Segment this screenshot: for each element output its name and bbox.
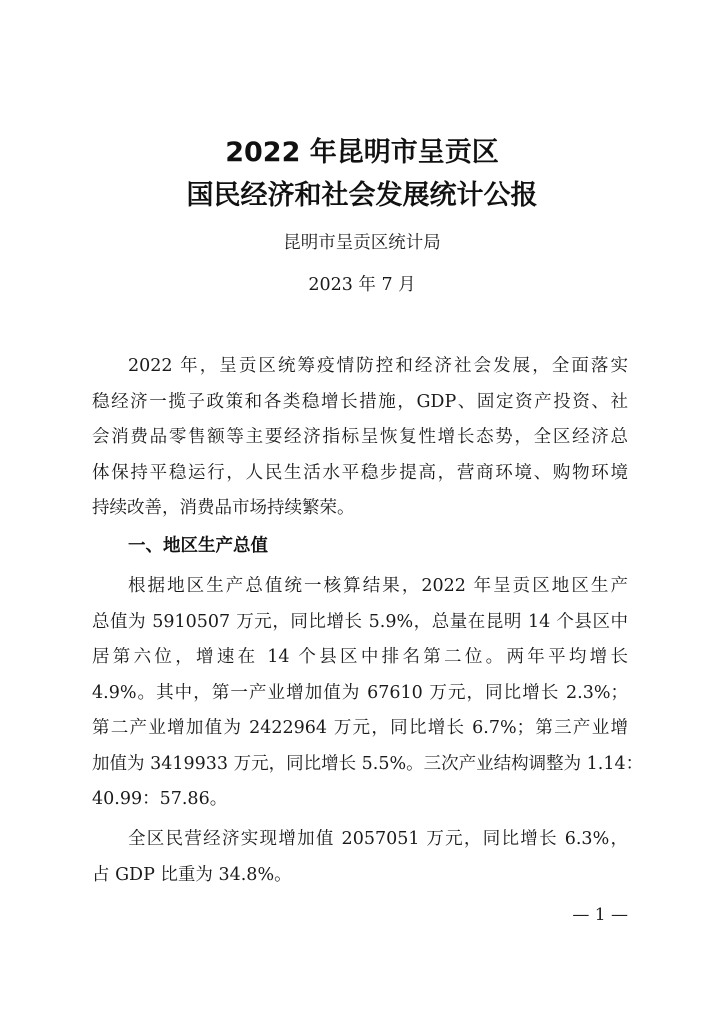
paragraph-line: 持续改善，消费品市场持续繁荣。: [92, 498, 355, 518]
paragraph-line: 加值为 3419933 万元，同比增长 5.5%。三次产业结构调整为 1.14：: [92, 753, 644, 774]
section-heading-gdp: 一、地区生产总值: [128, 536, 268, 556]
paragraph-line: 第二产业增加值为 2422964 万元，同比增长 6.7%；第三产业增: [92, 718, 628, 738]
document-title-line-1: 2022 年昆明市呈贡区: [225, 137, 499, 168]
paragraph-line: 会消费品零售额等主要经济指标呈恢复性增长态势，全区经济总: [92, 427, 628, 447]
paragraph-line: 2022 年，呈贡区统筹疫情防控和经济社会发展，全面落实: [128, 356, 628, 376]
issuing-agency: 昆明市呈贡区统计局: [283, 233, 441, 253]
page-number: — 1 —: [572, 905, 628, 925]
publication-date: 2023 年 7 月: [308, 275, 416, 295]
paragraph-line: 40.99：57.86。: [92, 789, 228, 809]
paragraph-line: 稳经济一揽子政策和各类稳增长措施，GDP、固定资产投资、社: [92, 391, 628, 412]
paragraph-line: 占 GDP 比重为 34.8%。: [92, 864, 292, 885]
intro-paragraph: [92, 349, 628, 527]
gdp-paragraph: [92, 569, 644, 818]
document-title-line-2: 国民经济和社会发展统计公报: [186, 180, 538, 211]
paragraph-line: 体保持平稳运行，人民生活水平稳步提高，营商环境、购物环境: [92, 462, 628, 483]
paragraph-line: 4.9%。其中，第一产业增加值为 67610 万元，同比增长 2.3%；: [92, 682, 628, 703]
paragraph-line: 居第六位，增速在 14 个县区中排名第二位。两年平均增长: [92, 647, 628, 667]
paragraph-line: 根据地区生产总值统一核算结果，2022 年呈贡区地区生产: [128, 576, 628, 596]
paragraph-line: 总值为 5910507 万元，同比增长 5.9%，总量在昆明 14 个县区中: [92, 611, 628, 632]
private-economy-paragraph: [92, 822, 628, 893]
paragraph-line: 全区民营经济实现增加值 2057051 万元，同比增长 6.3%，: [128, 829, 628, 849]
